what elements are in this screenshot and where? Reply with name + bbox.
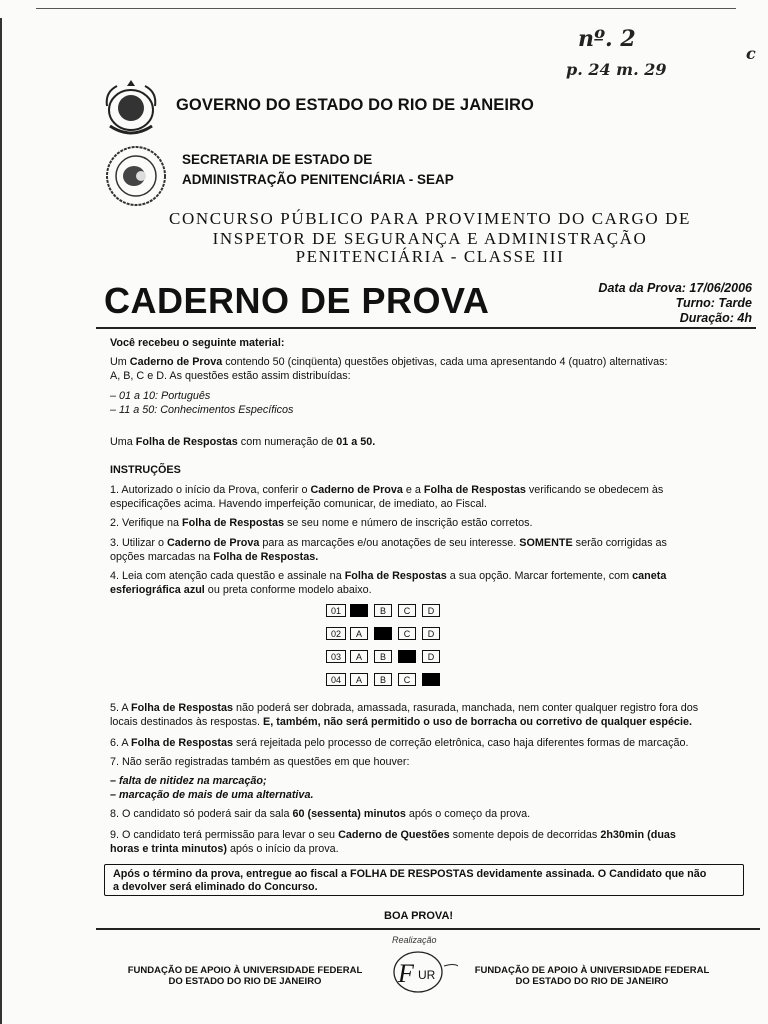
footer-org-right: FUNDAÇÃO DE APOIO À UNIVERSIDADE FEDERAL DO ESTADO DO RIO DE JANEIRO bbox=[474, 965, 710, 987]
footer-org-left: FUNDAÇÃO DE APOIO À UNIVERSIDADE FEDERAL DO ESTADO DO RIO DE JANEIRO bbox=[127, 965, 363, 987]
seap-seal-icon bbox=[104, 144, 168, 208]
answer-grid-row bbox=[326, 673, 446, 686]
top-rule bbox=[36, 8, 736, 9]
page-title: CADERNO DE PROVA bbox=[104, 280, 490, 321]
footer-rule bbox=[96, 928, 760, 930]
answer-grid-number: 03 bbox=[326, 650, 346, 663]
instruction-6: 6. A Folha de Respostas será rejeitada pelo processo de correção eletrônica, caso haja diferentes formas de marcação. bbox=[110, 737, 689, 749]
answer-cell: A bbox=[350, 627, 368, 640]
answer-grid-example bbox=[326, 604, 456, 694]
answer-grid-row bbox=[326, 627, 446, 640]
answer-cell: B bbox=[374, 673, 392, 686]
instruction-7: 7. Não serão registradas também as questões em que houver: bbox=[110, 756, 410, 768]
answer-grid-row bbox=[326, 650, 446, 663]
answer-cell: A bbox=[350, 650, 368, 663]
answer-cell-filled bbox=[398, 650, 416, 663]
instruction-9: 9. O candidato terá permissão para levar o seu Caderno de Questões somente depois de decorridas 2h30min (duas horas e trinta minutos) após o início da prova. bbox=[110, 829, 676, 855]
folha-text: Uma Folha de Respostas com numeração de 01 a 50. bbox=[110, 436, 376, 448]
state-coat-of-arms-icon bbox=[104, 76, 158, 136]
instruction-1: 1. Autorizado o início da Prova, conferir o Caderno de Prova e a Folha de Respostas verificando se obedecem às especificações acima. Havendo imperfeição comunicar, de imediato, ao Fiscal. bbox=[110, 484, 664, 510]
answer-grid-number: 04 bbox=[326, 673, 346, 686]
answer-cell: D bbox=[422, 627, 440, 640]
instruction-7-list: – falta de nitidez na marcação; – marcação de mais de uma alternativa. bbox=[110, 775, 314, 801]
notice-box: Após o término da prova, entregue ao fiscal a FOLHA DE RESPOSTAS devidamente assinada. O Candidato que não a devolver será eliminado do Concurso. bbox=[104, 864, 744, 896]
exam-shift: Turno: Tarde bbox=[675, 296, 752, 310]
answer-cell: D bbox=[422, 604, 440, 617]
realizacao-label: Realização bbox=[392, 935, 437, 945]
handwritten-number: nº. 2 bbox=[578, 26, 636, 52]
answer-cell: B bbox=[374, 650, 392, 663]
answer-cell-filled bbox=[350, 604, 368, 617]
funrio-logo-icon bbox=[384, 948, 458, 998]
government-title: GOVERNO DO ESTADO DO RIO DE JANEIRO bbox=[176, 96, 534, 114]
distribution-list: – 01 a 10: Português – 11 a 50: Conhecimentos Específicos bbox=[110, 390, 294, 416]
secretaria-line-1: SECRETARIA DE ESTADO DE bbox=[182, 152, 373, 167]
instruction-8: 8. O candidato só poderá sair da sala 60 (sessenta) minutos após o começo da prova. bbox=[110, 808, 531, 820]
header-rule bbox=[96, 327, 756, 329]
instruction-5: 5. A Folha de Respostas não poderá ser dobrada, amassada, rasurada, manchada, nem conter qualquer registro fora dos locais destinados às respostas. E, também, não será permitido o uso de borracha ou corretivo de qualquer espécie. bbox=[110, 702, 699, 728]
secretaria-line-2: ADMINISTRAÇÃO PENITENCIÁRIA - SEAP bbox=[182, 172, 454, 187]
concurso-line-1: CONCURSO PÚBLICO PARA PROVIMENTO DO CARGO DE bbox=[169, 209, 691, 228]
answer-cell-filled bbox=[422, 673, 440, 686]
answer-grid-row bbox=[326, 604, 446, 617]
exam-duration: Duração: 4h bbox=[679, 311, 752, 325]
answer-cell: C bbox=[398, 673, 416, 686]
scan-edge bbox=[0, 18, 8, 1024]
instruction-2: 2. Verifique na Folha de Respostas se seu nome e número de inscrição estão corretos. bbox=[110, 517, 533, 529]
concurso-line-2: INSPETOR DE SEGURANÇA E ADMINISTRAÇÃO bbox=[212, 229, 648, 248]
svg-text:F: F bbox=[398, 959, 414, 988]
answer-grid-number: 01 bbox=[326, 604, 346, 617]
material-heading: Você recebeu o seguinte material: bbox=[110, 337, 285, 349]
handwritten-margin: c bbox=[746, 44, 756, 63]
answer-cell-filled bbox=[374, 627, 392, 640]
answer-cell: D bbox=[422, 650, 440, 663]
boa-prova: BOA PROVA! bbox=[384, 910, 454, 922]
svg-text:UR: UR bbox=[418, 968, 436, 982]
answer-cell: A bbox=[350, 673, 368, 686]
answer-cell: B bbox=[374, 604, 392, 617]
concurso-line-3: PENITENCIÁRIA - CLASSE III bbox=[295, 247, 565, 266]
answer-cell: C bbox=[398, 627, 416, 640]
instruction-4: 4. Leia com atenção cada questão e assinale na Folha de Respostas a sua opção. Marcar fortemente, com caneta esferiográfica azul ou preta conforme modelo abaixo. bbox=[110, 570, 667, 596]
handwritten-page: p. 24 m. 29 bbox=[566, 60, 667, 79]
instruction-3: 3. Utilizar o Caderno de Prova para as marcações e/ou anotações de seu interesse. SOMENTE serão corrigidas as opções marcadas na Folha de Respostas. bbox=[110, 537, 667, 563]
exam-date: Data da Prova: 17/06/2006 bbox=[598, 281, 752, 295]
answer-grid-number: 02 bbox=[326, 627, 346, 640]
material-text: Um Caderno de Prova contendo 50 (cinqüenta) questões objetivas, cada uma apresentando 4 (quatro) alternativas: A, B, C e D. As questões estão assim distribuídas: bbox=[110, 356, 668, 382]
instructions-heading: INSTRUÇÕES bbox=[110, 464, 181, 476]
answer-cell: C bbox=[398, 604, 416, 617]
